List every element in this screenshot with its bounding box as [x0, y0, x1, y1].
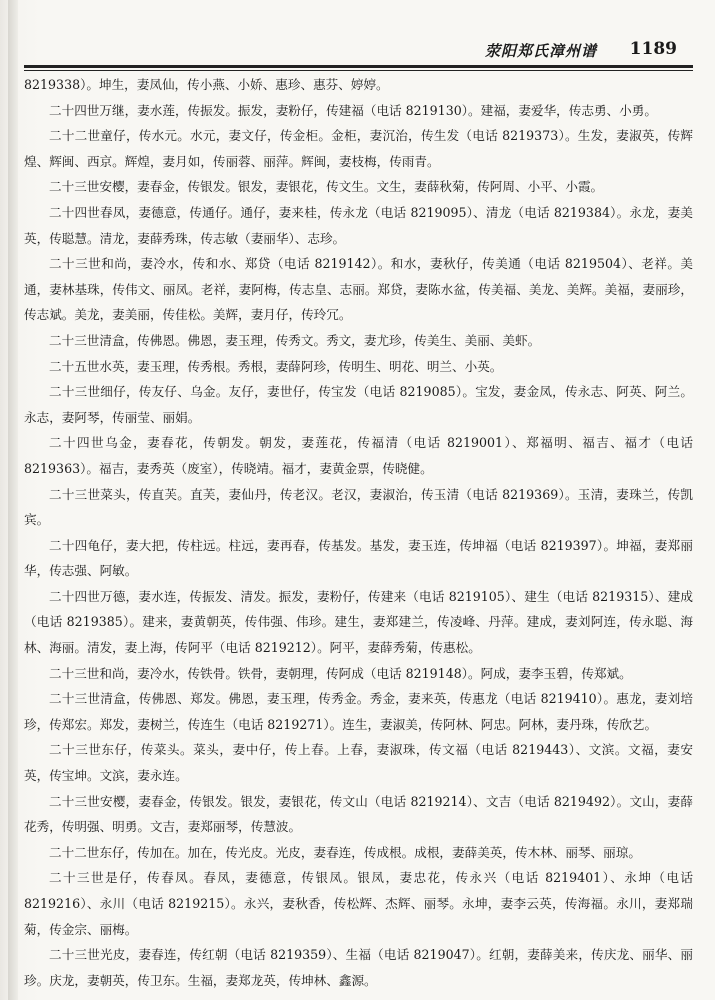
paragraph: 二十三世安樱，妻春金，传银发。银发，妻银花，传文生。文生，妻薛秋菊，传阿周、小平、小霞。: [49, 179, 604, 195]
paragraph: 二十三世是仔，传春凤。春凤，妻德意，传银凤。银凤，妻忠花，传永兴（电话 8219401）、永坤（电话 8219216）、永川（电话 8219215）。永兴，妻秋香，传松辉、杰辉、丽琴。永坤，妻李云英，传海福。永川，妻郑瑞菊，传金宗、丽梅。: [24, 870, 693, 937]
paragraph: 二十二世童仔，传水元。水元，妻文仔，传金柜。金柜，妻沉治，传生发（电话 8219373）。生发，妻淑英，传辉煌、辉闽、西京。辉煌，妻月如，传丽蓉、丽萍。辉闽，妻枝梅，传雨青。: [24, 128, 693, 169]
paragraph: 二十三世光皮，妻春连，传红朝（电话 8219359）、生福（电话 8219047）。红朝，妻薛美来，传庆龙、丽华、丽珍。庆龙，妻朝英，传卫东。生福，妻郑龙英，传坤林、鑫源。: [24, 947, 693, 988]
paragraph: 二十三世东仔，传菜头。菜头，妻中仔，传上春。上春，妻淑珠，传文福（电话 8219443）、文滨。文福，妻安英，传宝坤。文滨，妻永连。: [24, 742, 693, 784]
paragraph: 二十三世清盒，传佛恩、郑发。佛恩，妻玉理，传秀金。秀金，妻来英，传惠龙（电话 8219410）。惠龙，妻刘培珍，传郑宏。郑发，妻树兰，传连生（电话 8219271）。连生，妻淑美，传阿林、阿忠。阿林，妻丹珠，传欣艺。: [24, 691, 693, 732]
header-title: 荥阳郑氏漳州谱: [484, 42, 597, 60]
genealogy-text-body: [24, 72, 693, 993]
paragraph: 二十四世万德，妻水连，传振发、清发。振发，妻粉仔，传建来（电话 8219105）、建生（电话 8219315）、建成（电话 8219385）。建来，妻黄朝英，传伟强、伟珍。建生，妻郑建兰，传凌峰、丹萍。建成，妻刘阿连，传永聪、海林、海丽。清发，妻上海，传阿平（电话 8219212）。阿平，妻薛秀菊，传惠松。: [24, 588, 693, 656]
paragraph: 二十三世清盒，传佛恩。佛恩，妻玉理，传秀文。秀文，妻尤珍，传美生、美丽、美虾。: [49, 332, 541, 348]
page-spine-shadow: [8, 0, 18, 1000]
paragraph: 二十三世安樱，妻春金，传银发。银发，妻银花，传文山（电话 8219214）、文吉（电话 8219492）。文山，妻薛花秀，传明强、明勇。文吉，妻郑丽琴，传慧波。: [24, 793, 693, 835]
paragraph: 二十四世万继，妻水莲，传振发。振发，妻粉仔，传建福（电话 8219130）。建福，妻爱华，传志勇、小勇。: [49, 102, 657, 118]
paragraph: 8219338）。坤生，妻凤仙，传小燕、小娇、惠珍、惠芬、婷婷。: [24, 77, 389, 92]
paragraph: 二十五世水英，妻玉理，传秀根。秀根，妻薛阿珍，传明生、明花、明兰、小英。: [49, 358, 503, 374]
page-header: [24, 36, 693, 66]
paragraph: 二十三世和尚，妻冷水，传铁骨。铁骨，妻朝理，传阿成（电话 8219148）。阿成，妻李玉碧，传郑斌。: [49, 665, 632, 681]
paragraph: 二十三世和尚，妻冷水，传和水、郑贷（电话 8219142）。和水，妻秋仔，传美通（电话 8219504）、老祥。美通，妻林基珠，传伟文、丽凤。老祥，妻阿梅，传志皇、志丽。郑贷，妻陈水盆，传美福、美龙、美辉。美福，妻丽珍，传志斌。美龙，妻美丽，传佳松。美辉，妻月仔，传玲冗。: [24, 256, 693, 323]
paragraph: 二十三世细仔，传友仔、乌金。友仔，妻世仔，传宝发（电话 8219085）。宝发，妻金凤，传永志、阿英、阿兰。永志，妻阿琴，传丽莹、丽娟。: [24, 384, 693, 425]
header-rule: [24, 65, 693, 71]
paragraph: 二十四世乌金，妻春花，传朝发。朝发，妻莲花，传福清（电话 8219001）、郑福明、福吉、福才（电话 8219363）。福吉，妻秀英（废室），传晓靖。福才，妻黄金票，传晓健。: [24, 435, 693, 476]
paragraph: 二十四世春凤，妻德意，传通仔。通仔，妻来桂，传永龙（电话 8219095）、清龙（电话 8219384）。永龙，妻美英，传聪慧。清龙，妻薛秀珠，传志敏（妻丽华）、志珍。: [24, 204, 693, 246]
page-number: 1189: [629, 39, 677, 59]
paragraph: 二十三世菜头，传直芙。直芙，妻仙丹，传老汉。老汉，妻淑治，传玉清（电话 8219369）。玉清，妻珠兰，传凯宾。: [24, 486, 693, 528]
paragraph: 二十二世东仔，传加在。加在，传光皮。光皮，妻春连，传成根。成根，妻薛美英，传木林、丽琴、丽琼。: [49, 844, 641, 860]
paragraph: 二十四龟仔，妻大把，传柱远。柱远，妻再春，传基发。基发，妻玉连，传坤福（电话 8219397）。坤福，妻郑丽华，传志强、阿敏。: [24, 537, 693, 579]
